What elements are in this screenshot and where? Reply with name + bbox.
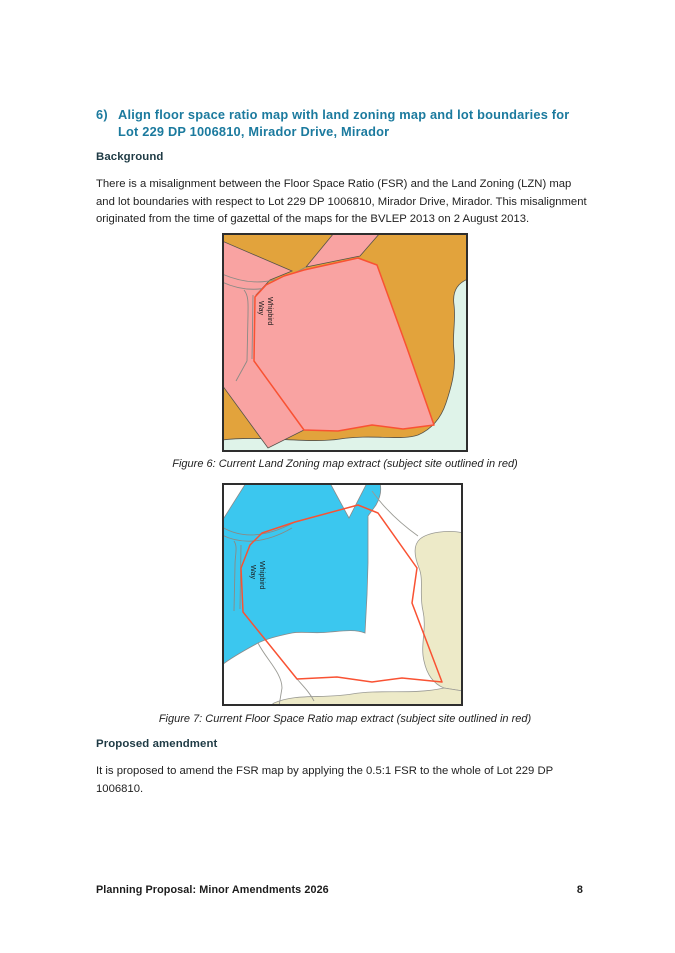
land-zoning-map-graphic xyxy=(222,233,468,452)
road-label: Whipbird Way xyxy=(257,297,275,326)
proposed-amendment-paragraph: It is proposed to amend the FSR map by applying the 0.5:1 FSR to the whole of Lot 229 DP 1006810. xyxy=(96,765,553,795)
section-heading xyxy=(96,106,592,140)
section-title: Align floor space ratio map with land zoning map and lot boundaries for Lot 229 DP 1006810, Mirador Drive, Mirador xyxy=(118,107,570,139)
figure6-caption: Figure 6: Current Land Zoning map extract (subject site outlined in red) xyxy=(172,458,518,470)
road-label: Whipbird Way xyxy=(249,561,267,590)
proposed-amendment-heading: Proposed amendment xyxy=(96,738,218,750)
background-paragraph: There is a misalignment between the Floor Space Ratio (FSR) and the Land Zoning (LZN) map and lot boundaries with respect to Lot 229 DP 1006810, Mirador Drive, Mirador. This misalignment originated from the time of gazettal of the maps for the BVLEP 2013 on 2 August 2013. xyxy=(96,178,587,226)
fsr-map-graphic xyxy=(222,483,463,706)
figure7-caption: Figure 7: Current Floor Space Ratio map extract (subject site outlined in red) xyxy=(158,713,532,725)
section-number: 6) xyxy=(96,107,108,122)
page-number: 8 xyxy=(576,884,583,896)
land-zoning-map xyxy=(222,233,468,457)
background-heading: Background xyxy=(96,151,164,163)
page-footer xyxy=(96,884,583,896)
footer-title: Planning Proposal: Minor Amendments 2026 xyxy=(96,884,329,896)
fsr-map xyxy=(222,483,463,711)
